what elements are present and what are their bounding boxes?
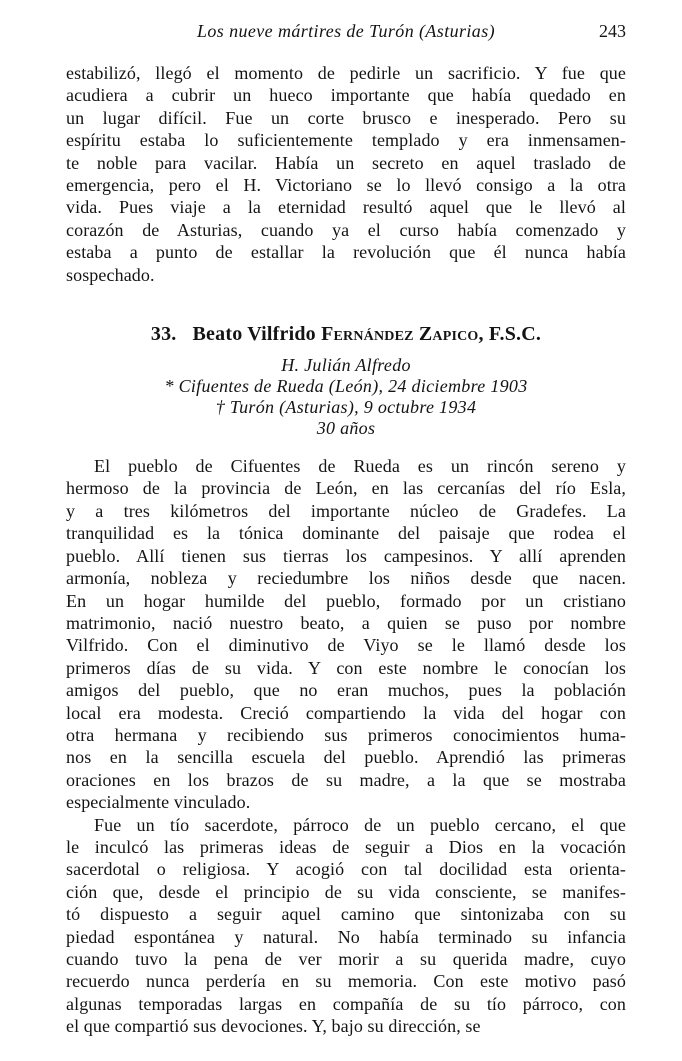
text-line: pueblo. Allí tienen sus tierras los campesinos. Y allí aprenden <box>66 545 626 566</box>
text-line: emergencia, pero el H. Victoriano se lo llevó consigo a la otra <box>66 175 626 196</box>
text-line: piedad espontánea y natural. No había terminado su infancia <box>66 926 626 947</box>
text-line: estaba a punto de estallar la revolución que él nunca había <box>66 242 626 263</box>
text-line: acudiera a cubrir un hueco importante que había quedado en <box>66 85 626 106</box>
text-line: el que compartió sus devociones. Y, bajo su dirección, se <box>66 1016 481 1037</box>
biographical-data-block <box>66 355 626 439</box>
text-line: primeros días de su vida. Y con este nombre le conocían los <box>66 657 626 678</box>
text-line: corazón de Asturias, cuando ya el curso había comenzado y <box>66 219 626 240</box>
section-number: 33. <box>150 323 177 346</box>
text-line: sacerdotal o religiosa. Y acogió con tal docilidad esta orienta- <box>66 859 626 880</box>
text-line: otra hermana y recibiendo sus primeros conocimientos huma- <box>66 724 626 745</box>
text-line: estabilizó, llegó el momento de pedirle un sacrificio. Y fue que <box>66 63 626 83</box>
text-line: ción que, desde el principio de su vida consciente, se manifes- <box>66 881 626 902</box>
text-line: tó dispuesto a seguir aquel camino que sintonizaba con su <box>66 904 626 925</box>
text-line: 30 años <box>316 418 376 439</box>
section-title-suffix: , F.S.C. <box>478 323 542 346</box>
paragraph-continuation <box>66 62 626 286</box>
text-line: armonía, nobleza y reciedumbre los niños desde que nacen. <box>66 568 626 589</box>
text-line: vida. Pues viaje a la eternidad resultó aquel que le llevó al <box>66 197 626 218</box>
running-head <box>66 0 626 44</box>
section-heading <box>66 322 626 347</box>
running-head-title: Los nueve mártires de Turón (Asturias) <box>196 21 496 41</box>
text-line: te noble para vacilar. Había un secreto en aquel traslado de <box>66 152 626 173</box>
text-line: nos en la sencilla escuela del pueblo. Aprendió las primeras <box>66 747 626 768</box>
text-line: espíritu estaba lo suficientemente templado y era inmensamen- <box>66 130 626 151</box>
page-number: 243 <box>599 21 626 41</box>
paragraph-body-1 <box>66 455 626 814</box>
text-column <box>66 0 626 1038</box>
text-line: local era modesta. Creció compartiendo la vida del hogar con <box>66 702 626 723</box>
text-line: y a tres kilómetros del importante núcleo de Gradefes. La <box>66 500 626 521</box>
text-line: Fue un tío sacerdote, párroco de un pueblo cercano, el que <box>94 814 626 835</box>
text-line: H. Julián Alfredo <box>281 355 411 376</box>
text-line: algunas temporadas largas en compañía de su tío párroco, con <box>66 993 626 1014</box>
text-line: oraciones en los brazos de su madre, a la que se mostraba <box>66 769 626 790</box>
text-line: recuerdo nunca perdería en su memoria. Con este motivo pasó <box>66 971 626 992</box>
text-line: le inculcó las primeras ideas de seguir a Dios en la vocación <box>66 836 626 857</box>
text-line: un lugar difícil. Fue un corte brusco e inesperado. Pero su <box>66 107 626 128</box>
section-title-surname: Fernández Zapico <box>321 323 479 346</box>
text-line: Vilfrido. Con el diminutivo de Viyo se le llamó desde los <box>66 635 626 656</box>
text-line: tranquilidad es la tónica dominante del paisaje que rodea el <box>66 523 626 544</box>
paragraph-body-2 <box>66 814 626 1038</box>
text-line: En un hogar humilde del pueblo, formado por un cristiano <box>66 590 626 611</box>
text-line: * Cifuentes de Rueda (León), 24 diciembre 1903 <box>164 376 528 397</box>
text-line: amigos del pueblo, que no eran muchos, pues la población <box>66 680 626 701</box>
text-line: † Turón (Asturias), 9 octubre 1934 <box>215 397 477 418</box>
section-title-before: Beato Vilfrido <box>192 323 316 346</box>
text-line: especialmente vinculado. <box>66 792 251 813</box>
text-line: El pueblo de Cifuentes de Rueda es un rincón sereno y <box>94 456 626 477</box>
text-line: hermoso de la provincia de León, en las cercanías del río Esla, <box>66 478 626 499</box>
text-line: sospechado. <box>66 264 155 285</box>
text-line: matrimonio, nació nuestro beato, a quien se puso por nombre <box>66 612 626 633</box>
text-line: cuando tuvo la pena de ver morir a su querida madre, cuyo <box>66 949 626 969</box>
